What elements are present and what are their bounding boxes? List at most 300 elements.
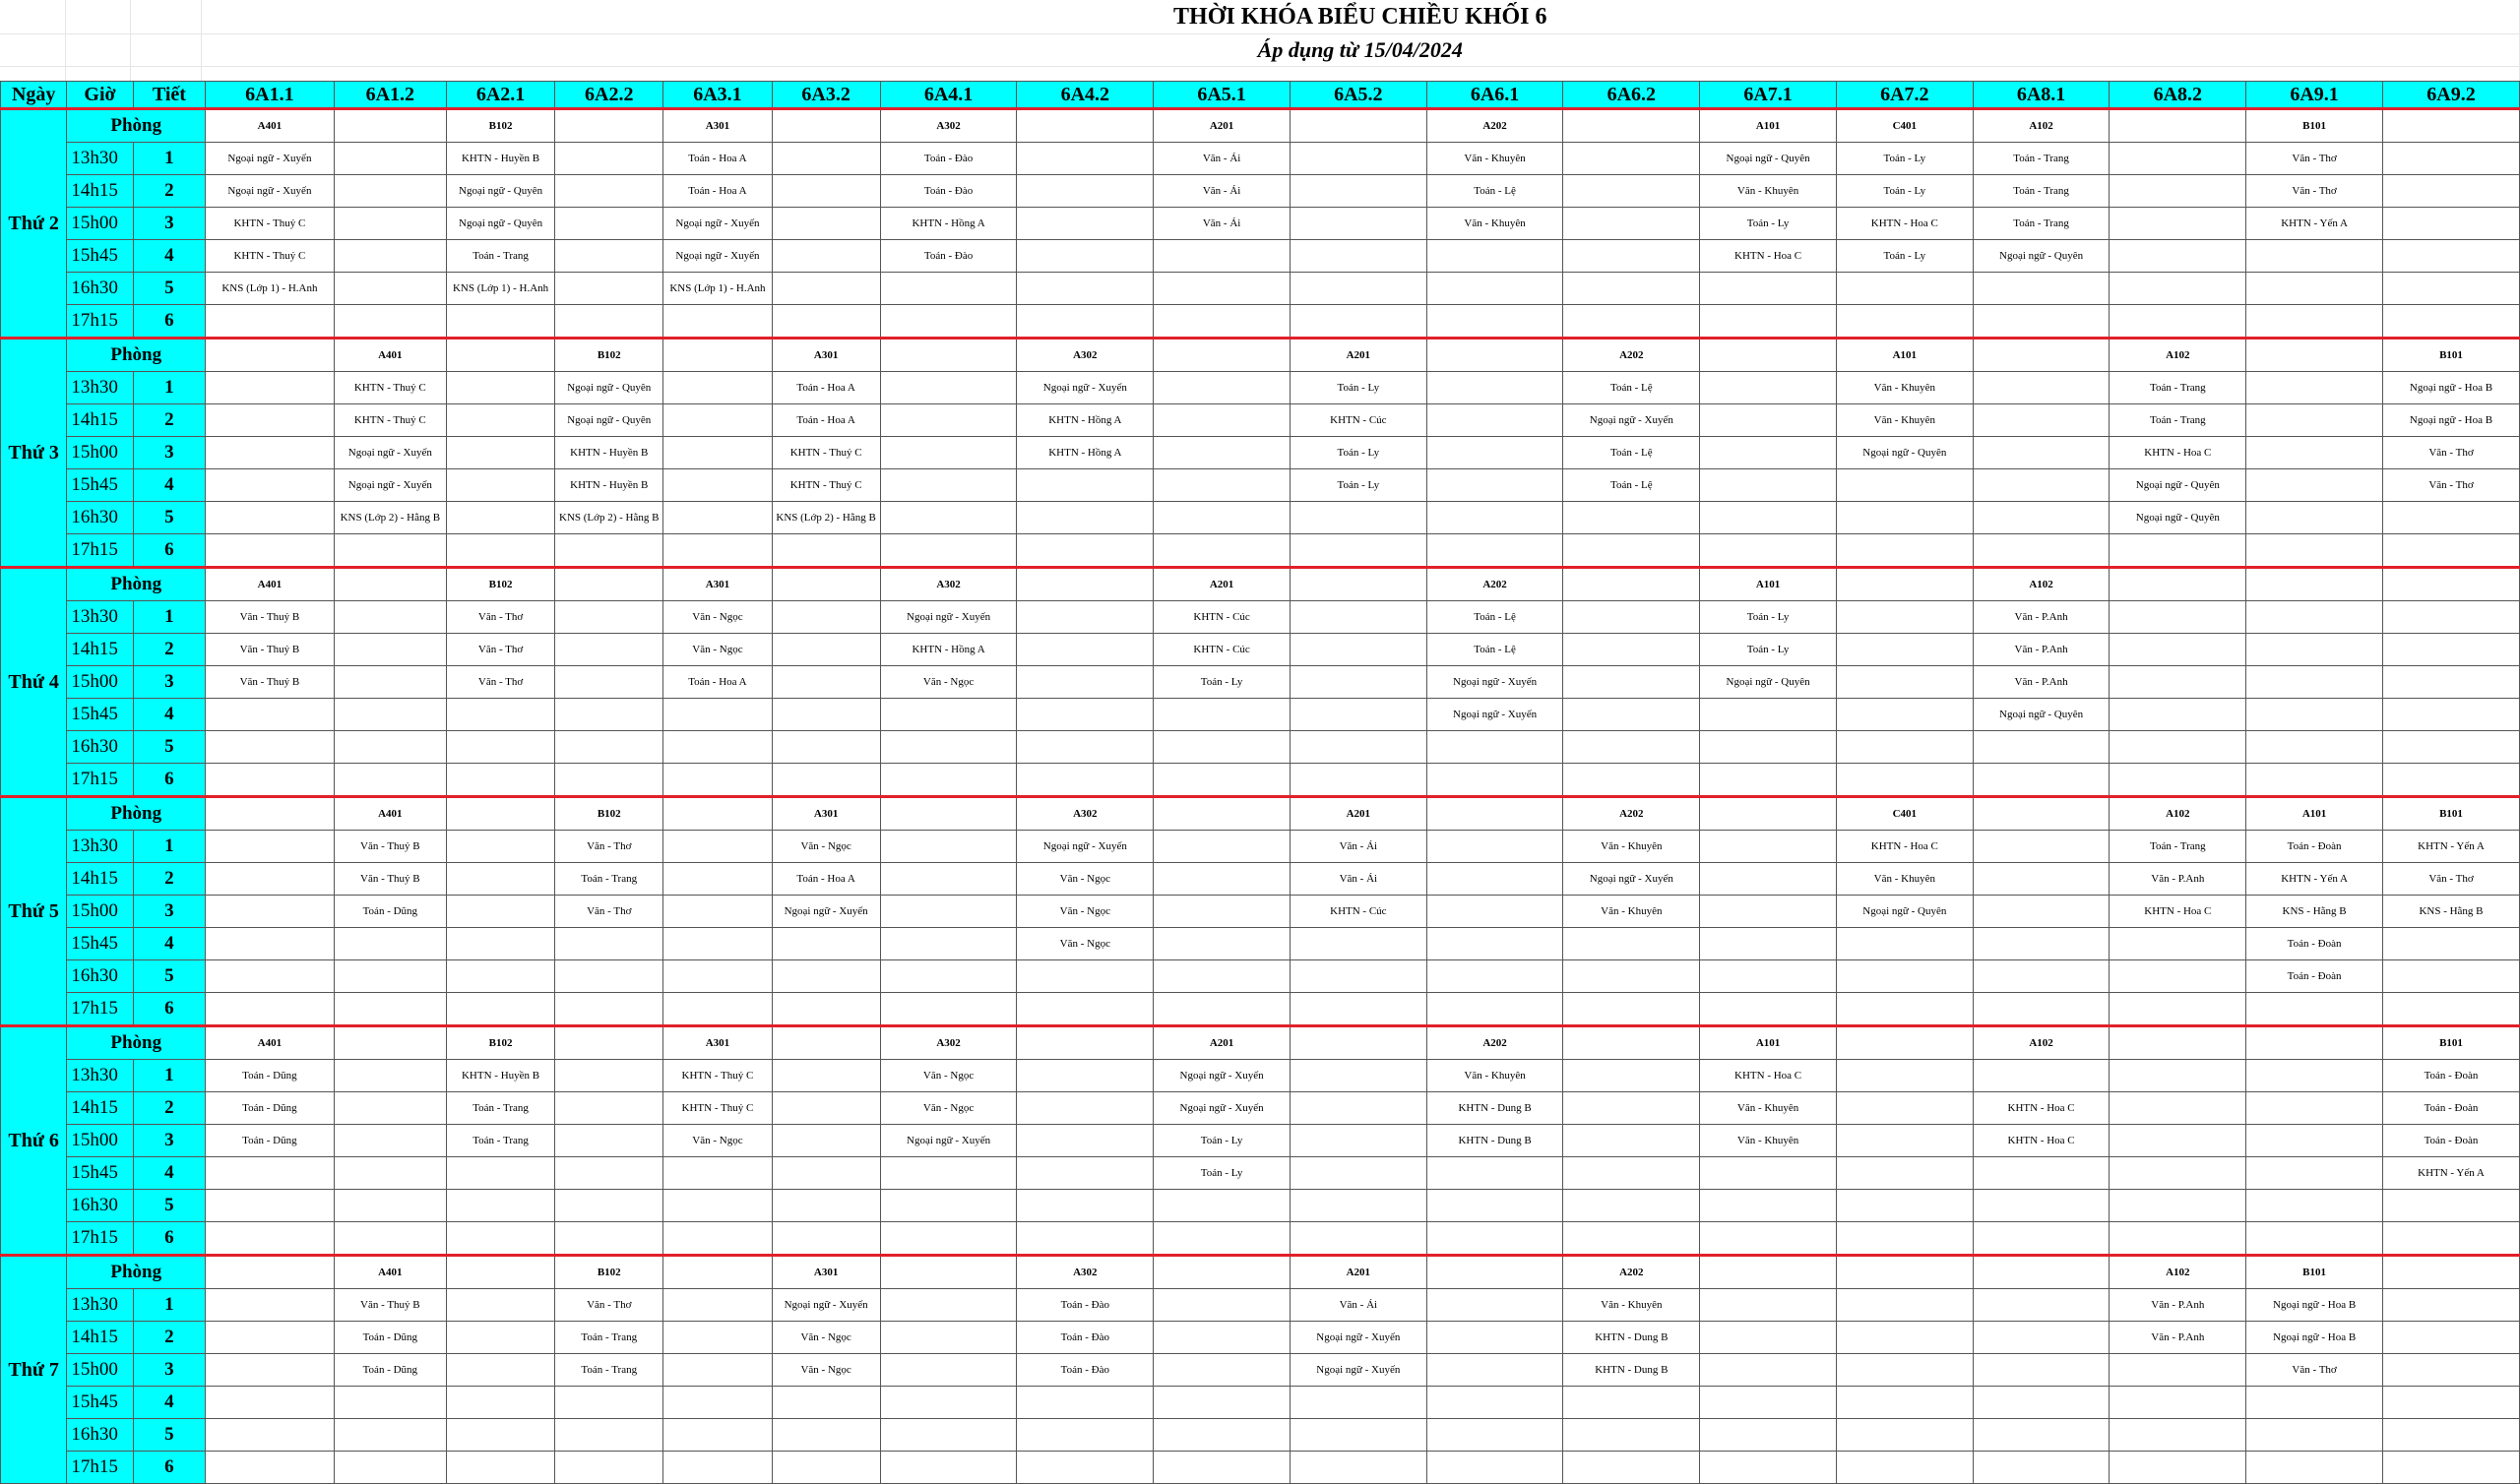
lesson-cell[interactable] — [1154, 1322, 1291, 1354]
room-cell[interactable] — [880, 1256, 1017, 1289]
lesson-cell[interactable]: Văn - P.Anh — [2110, 1322, 2246, 1354]
lesson-cell[interactable]: KNS (Lớp 2) - Hằng B — [334, 502, 446, 534]
lesson-cell[interactable] — [1973, 502, 2110, 534]
lesson-cell[interactable] — [1700, 1452, 1837, 1484]
lesson-cell[interactable] — [1017, 1419, 1154, 1452]
room-cell[interactable]: A202 — [1426, 109, 1563, 143]
lesson-cell[interactable] — [1836, 601, 1973, 634]
lesson-cell[interactable] — [1426, 1387, 1563, 1419]
lesson-cell[interactable]: Toán - Trang — [1973, 175, 2110, 208]
lesson-cell[interactable]: Ngoại ngữ - Xuyến — [772, 1289, 880, 1322]
lesson-cell[interactable]: Văn - Ngọc — [880, 1060, 1017, 1092]
lesson-cell[interactable] — [2246, 1190, 2383, 1222]
lesson-cell[interactable]: Ngoại ngữ - Quyên — [2110, 469, 2246, 502]
lesson-cell[interactable] — [1154, 1354, 1291, 1387]
lesson-cell[interactable] — [1017, 1060, 1154, 1092]
room-cell[interactable] — [1700, 1256, 1837, 1289]
lesson-cell[interactable] — [663, 1289, 772, 1322]
lesson-cell[interactable] — [206, 1452, 335, 1484]
lesson-cell[interactable] — [663, 928, 772, 960]
lesson-cell[interactable]: Ngoại ngữ - Xuyến — [206, 143, 335, 175]
lesson-cell[interactable]: Văn - Thuỷ B — [206, 601, 335, 634]
room-cell[interactable] — [2246, 1026, 2383, 1060]
lesson-cell[interactable]: Toán - Đào — [880, 240, 1017, 273]
lesson-cell[interactable] — [446, 928, 554, 960]
lesson-cell[interactable]: Văn - Ngọc — [1017, 896, 1154, 928]
lesson-cell[interactable]: Văn - Thơ — [446, 666, 554, 699]
lesson-cell[interactable] — [1563, 305, 1700, 339]
lesson-cell[interactable] — [1290, 1060, 1426, 1092]
lesson-cell[interactable] — [1426, 863, 1563, 896]
lesson-cell[interactable] — [1700, 372, 1837, 404]
room-cell[interactable] — [1290, 1026, 1426, 1060]
lesson-cell[interactable] — [663, 863, 772, 896]
room-cell[interactable] — [1154, 797, 1291, 831]
lesson-cell[interactable] — [1290, 1452, 1426, 1484]
lesson-cell[interactable] — [1290, 1222, 1426, 1256]
lesson-cell[interactable]: Toán - Dũng — [206, 1092, 335, 1125]
lesson-cell[interactable] — [772, 175, 880, 208]
lesson-cell[interactable] — [1563, 928, 1700, 960]
lesson-cell[interactable] — [334, 928, 446, 960]
lesson-cell[interactable] — [772, 1190, 880, 1222]
lesson-cell[interactable] — [2382, 534, 2519, 568]
lesson-cell[interactable] — [1426, 993, 1563, 1026]
lesson-cell[interactable] — [206, 1289, 335, 1322]
lesson-cell[interactable] — [1973, 437, 2110, 469]
lesson-cell[interactable] — [2110, 666, 2246, 699]
lesson-cell[interactable] — [772, 993, 880, 1026]
room-cell[interactable] — [206, 1256, 335, 1289]
lesson-cell[interactable] — [555, 1387, 663, 1419]
room-cell[interactable] — [1563, 1026, 1700, 1060]
room-cell[interactable]: B102 — [446, 1026, 554, 1060]
room-cell[interactable]: A102 — [1973, 1026, 2110, 1060]
lesson-cell[interactable] — [1700, 863, 1837, 896]
lesson-cell[interactable] — [2246, 1387, 2383, 1419]
lesson-cell[interactable]: Toán - Ly — [1700, 208, 1837, 240]
lesson-cell[interactable] — [1563, 143, 1700, 175]
room-cell[interactable]: A102 — [2110, 339, 2246, 372]
lesson-cell[interactable] — [1973, 993, 2110, 1026]
lesson-cell[interactable] — [1290, 175, 1426, 208]
lesson-cell[interactable]: Văn - Thơ — [2246, 175, 2383, 208]
lesson-cell[interactable] — [1700, 1419, 1837, 1452]
lesson-cell[interactable] — [1563, 1387, 1700, 1419]
lesson-cell[interactable]: Văn - Thơ — [2382, 469, 2519, 502]
lesson-cell[interactable] — [1973, 372, 2110, 404]
lesson-cell[interactable] — [446, 404, 554, 437]
lesson-cell[interactable] — [1973, 305, 2110, 339]
lesson-cell[interactable] — [206, 469, 335, 502]
lesson-cell[interactable] — [206, 502, 335, 534]
lesson-cell[interactable] — [1563, 1452, 1700, 1484]
lesson-cell[interactable]: KHTN - Thuỷ C — [334, 372, 446, 404]
lesson-cell[interactable] — [1700, 928, 1837, 960]
lesson-cell[interactable] — [1563, 731, 1700, 764]
lesson-cell[interactable] — [2110, 1092, 2246, 1125]
lesson-cell[interactable] — [1426, 372, 1563, 404]
lesson-cell[interactable]: Ngoại ngữ - Xuyến — [663, 240, 772, 273]
lesson-cell[interactable] — [772, 1092, 880, 1125]
lesson-cell[interactable] — [1017, 208, 1154, 240]
room-cell[interactable] — [206, 797, 335, 831]
lesson-cell[interactable] — [206, 928, 335, 960]
lesson-cell[interactable] — [555, 731, 663, 764]
lesson-cell[interactable] — [880, 305, 1017, 339]
lesson-cell[interactable] — [772, 273, 880, 305]
lesson-cell[interactable] — [1836, 1452, 1973, 1484]
room-cell[interactable]: A202 — [1426, 1026, 1563, 1060]
lesson-cell[interactable] — [1290, 1419, 1426, 1452]
lesson-cell[interactable]: Toán - Ly — [1290, 372, 1426, 404]
lesson-cell[interactable] — [2246, 731, 2383, 764]
room-cell[interactable]: A301 — [772, 797, 880, 831]
lesson-cell[interactable] — [2246, 1157, 2383, 1190]
lesson-cell[interactable]: Ngoại ngữ - Hoa B — [2246, 1322, 2383, 1354]
lesson-cell[interactable]: KHTN - Hoa C — [2110, 437, 2246, 469]
empty-cell[interactable] — [0, 0, 65, 34]
lesson-cell[interactable] — [2110, 1190, 2246, 1222]
lesson-cell[interactable] — [334, 1092, 446, 1125]
lesson-cell[interactable] — [772, 666, 880, 699]
lesson-cell[interactable] — [1836, 634, 1973, 666]
lesson-cell[interactable]: KHTN - Thuỷ C — [206, 240, 335, 273]
lesson-cell[interactable] — [1154, 928, 1291, 960]
lesson-cell[interactable] — [446, 305, 554, 339]
lesson-cell[interactable] — [1700, 534, 1837, 568]
lesson-cell[interactable] — [446, 1419, 554, 1452]
lesson-cell[interactable] — [1563, 1060, 1700, 1092]
lesson-cell[interactable] — [1290, 1125, 1426, 1157]
lesson-cell[interactable] — [1426, 1419, 1563, 1452]
room-cell[interactable]: B101 — [2382, 1026, 2519, 1060]
lesson-cell[interactable] — [2246, 534, 2383, 568]
lesson-cell[interactable]: Ngoại ngữ - Xuyến — [1154, 1060, 1291, 1092]
room-cell[interactable] — [663, 1256, 772, 1289]
lesson-cell[interactable] — [1973, 1222, 2110, 1256]
lesson-cell[interactable] — [2246, 1092, 2383, 1125]
lesson-cell[interactable] — [2110, 960, 2246, 993]
lesson-cell[interactable] — [880, 1190, 1017, 1222]
lesson-cell[interactable] — [1017, 1092, 1154, 1125]
lesson-cell[interactable] — [446, 863, 554, 896]
lesson-cell[interactable] — [2382, 240, 2519, 273]
lesson-cell[interactable] — [1563, 273, 1700, 305]
room-cell[interactable] — [1426, 1256, 1563, 1289]
lesson-cell[interactable] — [2110, 1157, 2246, 1190]
lesson-cell[interactable] — [1973, 1419, 2110, 1452]
room-cell[interactable] — [2382, 109, 2519, 143]
lesson-cell[interactable] — [206, 896, 335, 928]
lesson-cell[interactable] — [555, 928, 663, 960]
lesson-cell[interactable] — [2246, 993, 2383, 1026]
lesson-cell[interactable] — [772, 1452, 880, 1484]
lesson-cell[interactable]: Ngoại ngữ - Xuyến — [334, 469, 446, 502]
lesson-cell[interactable] — [334, 273, 446, 305]
lesson-cell[interactable] — [663, 372, 772, 404]
lesson-cell[interactable] — [446, 502, 554, 534]
lesson-cell[interactable] — [663, 896, 772, 928]
lesson-cell[interactable] — [1836, 1419, 1973, 1452]
lesson-cell[interactable] — [1290, 1092, 1426, 1125]
lesson-cell[interactable] — [1426, 404, 1563, 437]
lesson-cell[interactable] — [2110, 1452, 2246, 1484]
lesson-cell[interactable] — [334, 143, 446, 175]
lesson-cell[interactable] — [1973, 831, 2110, 863]
lesson-cell[interactable] — [446, 1387, 554, 1419]
lesson-cell[interactable] — [1973, 863, 2110, 896]
lesson-cell[interactable] — [1017, 305, 1154, 339]
lesson-cell[interactable] — [1290, 993, 1426, 1026]
lesson-cell[interactable]: Văn - Khuyên — [1700, 1092, 1837, 1125]
lesson-cell[interactable]: Ngoại ngữ - Quyên — [446, 208, 554, 240]
lesson-cell[interactable] — [1426, 1190, 1563, 1222]
lesson-cell[interactable] — [1836, 534, 1973, 568]
lesson-cell[interactable]: Ngoại ngữ - Hoa B — [2382, 372, 2519, 404]
lesson-cell[interactable]: Toán - Trang — [1973, 208, 2110, 240]
lesson-cell[interactable] — [2246, 305, 2383, 339]
lesson-cell[interactable] — [2382, 764, 2519, 797]
lesson-cell[interactable]: Văn - P.Anh — [1973, 666, 2110, 699]
lesson-cell[interactable] — [446, 1452, 554, 1484]
lesson-cell[interactable]: Ngoại ngữ - Quyên — [1973, 240, 2110, 273]
lesson-cell[interactable] — [1836, 1222, 1973, 1256]
lesson-cell[interactable]: Văn - Ngọc — [880, 666, 1017, 699]
lesson-cell[interactable] — [206, 863, 335, 896]
lesson-cell[interactable] — [1154, 1387, 1291, 1419]
lesson-cell[interactable] — [1290, 1157, 1426, 1190]
lesson-cell[interactable] — [1154, 993, 1291, 1026]
lesson-cell[interactable] — [663, 1354, 772, 1387]
lesson-cell[interactable] — [663, 993, 772, 1026]
lesson-cell[interactable]: Toán - Ly — [1836, 143, 1973, 175]
lesson-cell[interactable] — [1017, 1222, 1154, 1256]
lesson-cell[interactable] — [206, 305, 335, 339]
room-cell[interactable]: A401 — [334, 797, 446, 831]
lesson-cell[interactable]: Toán - Đoàn — [2382, 1125, 2519, 1157]
lesson-cell[interactable] — [663, 960, 772, 993]
lesson-cell[interactable]: Văn - Ngọc — [663, 601, 772, 634]
lesson-cell[interactable] — [1700, 1289, 1837, 1322]
lesson-cell[interactable] — [772, 1387, 880, 1419]
lesson-cell[interactable]: Văn - Thuỷ B — [334, 863, 446, 896]
lesson-cell[interactable]: Văn - Khuyên — [1426, 143, 1563, 175]
room-cell[interactable]: A302 — [880, 1026, 1017, 1060]
room-cell[interactable] — [334, 568, 446, 601]
lesson-cell[interactable] — [1290, 666, 1426, 699]
lesson-cell[interactable]: Văn - P.Anh — [2110, 863, 2246, 896]
lesson-cell[interactable] — [772, 928, 880, 960]
lesson-cell[interactable] — [2246, 437, 2383, 469]
lesson-cell[interactable] — [2382, 175, 2519, 208]
room-cell[interactable] — [1426, 797, 1563, 831]
room-cell[interactable]: A202 — [1563, 339, 1700, 372]
lesson-cell[interactable] — [880, 731, 1017, 764]
room-cell[interactable] — [334, 109, 446, 143]
lesson-cell[interactable] — [772, 534, 880, 568]
lesson-cell[interactable]: Văn - Ngọc — [772, 831, 880, 863]
lesson-cell[interactable] — [555, 601, 663, 634]
lesson-cell[interactable] — [206, 1419, 335, 1452]
lesson-cell[interactable]: Toán - Dũng — [334, 1322, 446, 1354]
lesson-cell[interactable] — [880, 1157, 1017, 1190]
lesson-cell[interactable] — [1154, 1452, 1291, 1484]
lesson-cell[interactable] — [334, 305, 446, 339]
lesson-cell[interactable]: KHTN - Huyền B — [555, 437, 663, 469]
room-cell[interactable]: A401 — [206, 109, 335, 143]
lesson-cell[interactable] — [555, 993, 663, 1026]
lesson-cell[interactable]: Ngoại ngữ - Xuyến — [1426, 666, 1563, 699]
lesson-cell[interactable] — [2110, 305, 2246, 339]
lesson-cell[interactable]: Toán - Hoa A — [772, 372, 880, 404]
lesson-cell[interactable] — [880, 928, 1017, 960]
lesson-cell[interactable] — [1017, 960, 1154, 993]
lesson-cell[interactable] — [772, 699, 880, 731]
lesson-cell[interactable]: KNS - Hằng B — [2382, 896, 2519, 928]
room-cell[interactable] — [1154, 339, 1291, 372]
empty-cell[interactable] — [65, 0, 130, 34]
lesson-cell[interactable] — [2246, 240, 2383, 273]
lesson-cell[interactable] — [663, 699, 772, 731]
room-cell[interactable]: A101 — [2246, 797, 2383, 831]
lesson-cell[interactable] — [1563, 634, 1700, 666]
lesson-cell[interactable]: KHTN - Dung B — [1426, 1092, 1563, 1125]
lesson-cell[interactable]: Văn - Thơ — [2246, 1354, 2383, 1387]
lesson-cell[interactable]: Văn - Thuỷ B — [334, 1289, 446, 1322]
lesson-cell[interactable] — [334, 601, 446, 634]
lesson-cell[interactable] — [446, 1222, 554, 1256]
lesson-cell[interactable]: KHTN - Hoa C — [1973, 1092, 2110, 1125]
lesson-cell[interactable] — [772, 1125, 880, 1157]
lesson-cell[interactable]: Toán - Dũng — [334, 1354, 446, 1387]
lesson-cell[interactable] — [1973, 1387, 2110, 1419]
lesson-cell[interactable]: Văn - Thơ — [2382, 437, 2519, 469]
room-cell[interactable] — [663, 797, 772, 831]
lesson-cell[interactable] — [555, 143, 663, 175]
lesson-cell[interactable] — [880, 960, 1017, 993]
lesson-cell[interactable] — [446, 993, 554, 1026]
lesson-cell[interactable] — [1836, 1289, 1973, 1322]
room-cell[interactable] — [1563, 109, 1700, 143]
lesson-cell[interactable] — [555, 666, 663, 699]
lesson-cell[interactable] — [1563, 699, 1700, 731]
lesson-cell[interactable] — [1700, 437, 1837, 469]
lesson-cell[interactable] — [1973, 928, 2110, 960]
room-cell[interactable]: A202 — [1563, 1256, 1700, 1289]
lesson-cell[interactable]: Toán - Trang — [2110, 372, 2246, 404]
lesson-cell[interactable] — [1017, 1452, 1154, 1484]
lesson-cell[interactable]: KHTN - Huyền B — [555, 469, 663, 502]
lesson-cell[interactable] — [1426, 731, 1563, 764]
lesson-cell[interactable] — [446, 731, 554, 764]
lesson-cell[interactable]: Ngoại ngữ - Xuyến — [334, 437, 446, 469]
lesson-cell[interactable]: Toán - Trang — [446, 1092, 554, 1125]
lesson-cell[interactable] — [555, 1125, 663, 1157]
lesson-cell[interactable] — [1563, 993, 1700, 1026]
lesson-cell[interactable] — [1836, 666, 1973, 699]
lesson-cell[interactable]: Văn - Thuỷ B — [206, 666, 335, 699]
lesson-cell[interactable] — [1836, 1190, 1973, 1222]
room-cell[interactable]: B102 — [446, 109, 554, 143]
room-cell[interactable]: A301 — [772, 339, 880, 372]
room-cell[interactable]: A102 — [1973, 109, 2110, 143]
lesson-cell[interactable]: Văn - P.Anh — [2110, 1289, 2246, 1322]
room-cell[interactable] — [1290, 109, 1426, 143]
lesson-cell[interactable] — [206, 534, 335, 568]
lesson-cell[interactable] — [2246, 1060, 2383, 1092]
lesson-cell[interactable] — [1290, 208, 1426, 240]
lesson-cell[interactable] — [2110, 993, 2246, 1026]
room-cell[interactable] — [2110, 568, 2246, 601]
lesson-cell[interactable]: Toán - Trang — [555, 1322, 663, 1354]
lesson-cell[interactable] — [880, 764, 1017, 797]
lesson-cell[interactable] — [1973, 1354, 2110, 1387]
lesson-cell[interactable] — [206, 1190, 335, 1222]
room-cell[interactable] — [446, 1256, 554, 1289]
lesson-cell[interactable] — [1563, 601, 1700, 634]
lesson-cell[interactable] — [1154, 896, 1291, 928]
room-cell[interactable]: A301 — [663, 568, 772, 601]
lesson-cell[interactable] — [555, 273, 663, 305]
lesson-cell[interactable] — [1017, 143, 1154, 175]
lesson-cell[interactable] — [1426, 273, 1563, 305]
lesson-cell[interactable] — [1154, 960, 1291, 993]
lesson-cell[interactable]: Toán - Trang — [555, 1354, 663, 1387]
room-cell[interactable]: A302 — [880, 568, 1017, 601]
room-cell[interactable] — [1700, 797, 1837, 831]
lesson-cell[interactable]: KHTN - Hoa C — [1700, 240, 1837, 273]
room-cell[interactable] — [446, 339, 554, 372]
room-cell[interactable] — [880, 797, 1017, 831]
room-cell[interactable] — [1973, 339, 2110, 372]
lesson-cell[interactable] — [1700, 764, 1837, 797]
lesson-cell[interactable] — [1290, 1190, 1426, 1222]
lesson-cell[interactable] — [446, 1322, 554, 1354]
lesson-cell[interactable] — [1290, 634, 1426, 666]
room-cell[interactable] — [334, 1026, 446, 1060]
lesson-cell[interactable] — [1154, 240, 1291, 273]
lesson-cell[interactable]: Toán - Ly — [1290, 469, 1426, 502]
lesson-cell[interactable] — [1836, 273, 1973, 305]
lesson-cell[interactable] — [2110, 240, 2246, 273]
lesson-cell[interactable] — [1290, 764, 1426, 797]
lesson-cell[interactable] — [2246, 273, 2383, 305]
room-cell[interactable] — [1700, 339, 1837, 372]
lesson-cell[interactable] — [772, 208, 880, 240]
lesson-cell[interactable] — [2382, 1354, 2519, 1387]
lesson-cell[interactable]: KHTN - Thuỷ C — [772, 469, 880, 502]
room-cell[interactable]: B102 — [555, 1256, 663, 1289]
lesson-cell[interactable] — [334, 1157, 446, 1190]
lesson-cell[interactable] — [1290, 240, 1426, 273]
lesson-cell[interactable]: Ngoại ngữ - Hoa B — [2246, 1289, 2383, 1322]
lesson-cell[interactable] — [1563, 666, 1700, 699]
lesson-cell[interactable]: Văn - Thơ — [555, 896, 663, 928]
room-cell[interactable]: B102 — [555, 797, 663, 831]
room-cell[interactable]: A301 — [772, 1256, 880, 1289]
lesson-cell[interactable] — [555, 1157, 663, 1190]
lesson-cell[interactable]: Ngoại ngữ - Xuyến — [1017, 372, 1154, 404]
lesson-cell[interactable] — [555, 1222, 663, 1256]
lesson-cell[interactable]: Ngoại ngữ - Xuyến — [1563, 863, 1700, 896]
lesson-cell[interactable] — [2382, 731, 2519, 764]
lesson-cell[interactable] — [1836, 1354, 1973, 1387]
lesson-cell[interactable]: Văn - Ngọc — [772, 1322, 880, 1354]
lesson-cell[interactable] — [206, 1222, 335, 1256]
empty-cell[interactable] — [130, 34, 201, 67]
lesson-cell[interactable] — [206, 699, 335, 731]
